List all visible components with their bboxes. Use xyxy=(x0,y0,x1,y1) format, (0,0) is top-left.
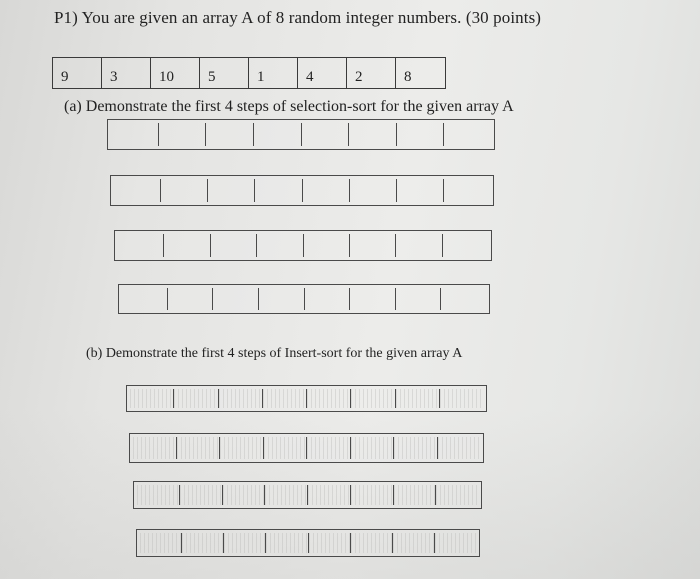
empty-cell[interactable] xyxy=(393,533,435,553)
empty-cell[interactable] xyxy=(219,389,263,408)
empty-cell[interactable] xyxy=(223,485,266,505)
empty-cell[interactable] xyxy=(351,533,393,553)
empty-cell[interactable] xyxy=(438,437,481,459)
array-a xyxy=(52,57,446,89)
empty-cell[interactable] xyxy=(441,288,486,310)
empty-cell[interactable] xyxy=(396,288,442,310)
empty-cell[interactable] xyxy=(350,234,396,257)
array-cell: 1 xyxy=(249,58,298,88)
empty-cell[interactable] xyxy=(213,288,259,310)
empty-cell[interactable] xyxy=(140,533,182,553)
insert-sort-step-grid[interactable] xyxy=(126,385,487,412)
empty-cell[interactable] xyxy=(397,179,444,202)
part-b-label: (b) Demonstrate the first 4 steps of Insert-sort for the given array A xyxy=(86,346,463,361)
array-cell: 4 xyxy=(298,58,347,88)
empty-cell[interactable] xyxy=(180,485,223,505)
empty-cell[interactable] xyxy=(118,234,164,257)
empty-cell[interactable] xyxy=(266,533,308,553)
empty-cell[interactable] xyxy=(307,389,351,408)
empty-cell[interactable] xyxy=(211,234,257,257)
empty-cell[interactable] xyxy=(259,288,305,310)
insert-sort-step-grid[interactable] xyxy=(136,529,480,557)
empty-cell[interactable] xyxy=(224,533,266,553)
insert-sort-step-grid[interactable] xyxy=(133,481,482,509)
empty-cell[interactable] xyxy=(350,288,396,310)
empty-cell[interactable] xyxy=(263,389,307,408)
empty-cell[interactable] xyxy=(257,234,303,257)
empty-cell[interactable] xyxy=(302,123,350,146)
empty-cell[interactable] xyxy=(444,179,490,202)
array-cell: 8 xyxy=(404,69,412,85)
empty-cell[interactable] xyxy=(443,234,488,257)
empty-cell[interactable] xyxy=(309,533,351,553)
insert-sort-step-grid[interactable] xyxy=(129,433,484,463)
empty-cell[interactable] xyxy=(255,179,302,202)
empty-cell[interactable] xyxy=(307,437,351,459)
selection-sort-step-grid[interactable] xyxy=(118,284,490,314)
empty-cell[interactable] xyxy=(177,437,221,459)
empty-cell[interactable] xyxy=(130,389,174,408)
empty-cell[interactable] xyxy=(254,123,302,146)
empty-cell[interactable] xyxy=(394,437,438,459)
empty-cell[interactable] xyxy=(137,485,180,505)
empty-cell[interactable] xyxy=(161,179,208,202)
empty-cell[interactable] xyxy=(182,533,224,553)
empty-cell[interactable] xyxy=(435,533,476,553)
empty-cell[interactable] xyxy=(133,437,177,459)
part-a-label: (a) Demonstrate the first 4 steps of selection-sort for the given array A xyxy=(64,98,514,115)
empty-cell[interactable] xyxy=(159,123,207,146)
empty-cell[interactable] xyxy=(436,485,478,505)
array-cell: 3 xyxy=(102,58,151,88)
empty-cell[interactable] xyxy=(440,389,483,408)
empty-cell[interactable] xyxy=(397,123,445,146)
empty-cell[interactable] xyxy=(351,437,395,459)
question-title: P1) You are given an array A of 8 random integer numbers. (30 points) xyxy=(54,8,542,27)
empty-cell[interactable] xyxy=(304,234,350,257)
selection-sort-step-grid[interactable] xyxy=(107,119,495,150)
empty-cell[interactable] xyxy=(208,179,255,202)
empty-cell[interactable] xyxy=(308,485,351,505)
empty-cell[interactable] xyxy=(206,123,254,146)
empty-cell[interactable] xyxy=(303,179,350,202)
empty-cell[interactable] xyxy=(220,437,264,459)
empty-cell[interactable] xyxy=(444,123,491,146)
array-cell: 2 xyxy=(347,58,396,88)
array-cell: 9 xyxy=(53,58,102,88)
empty-cell[interactable] xyxy=(164,234,210,257)
empty-cell[interactable] xyxy=(351,389,395,408)
empty-cell[interactable] xyxy=(122,288,168,310)
empty-cell[interactable] xyxy=(168,288,214,310)
empty-cell[interactable] xyxy=(351,485,394,505)
empty-cell[interactable] xyxy=(174,389,218,408)
selection-sort-step-grid[interactable] xyxy=(114,230,492,261)
empty-cell[interactable] xyxy=(114,179,161,202)
empty-cell[interactable] xyxy=(394,485,437,505)
empty-cell[interactable] xyxy=(350,179,397,202)
empty-cell[interactable] xyxy=(396,389,440,408)
selection-sort-step-grid[interactable] xyxy=(110,175,494,206)
empty-cell[interactable] xyxy=(349,123,397,146)
empty-cell[interactable] xyxy=(305,288,351,310)
empty-cell[interactable] xyxy=(265,485,308,505)
empty-cell[interactable] xyxy=(396,234,442,257)
array-cell: 10 xyxy=(151,58,200,88)
empty-cell[interactable] xyxy=(264,437,308,459)
array-cell: 5 xyxy=(200,58,249,88)
empty-cell[interactable] xyxy=(111,123,159,146)
